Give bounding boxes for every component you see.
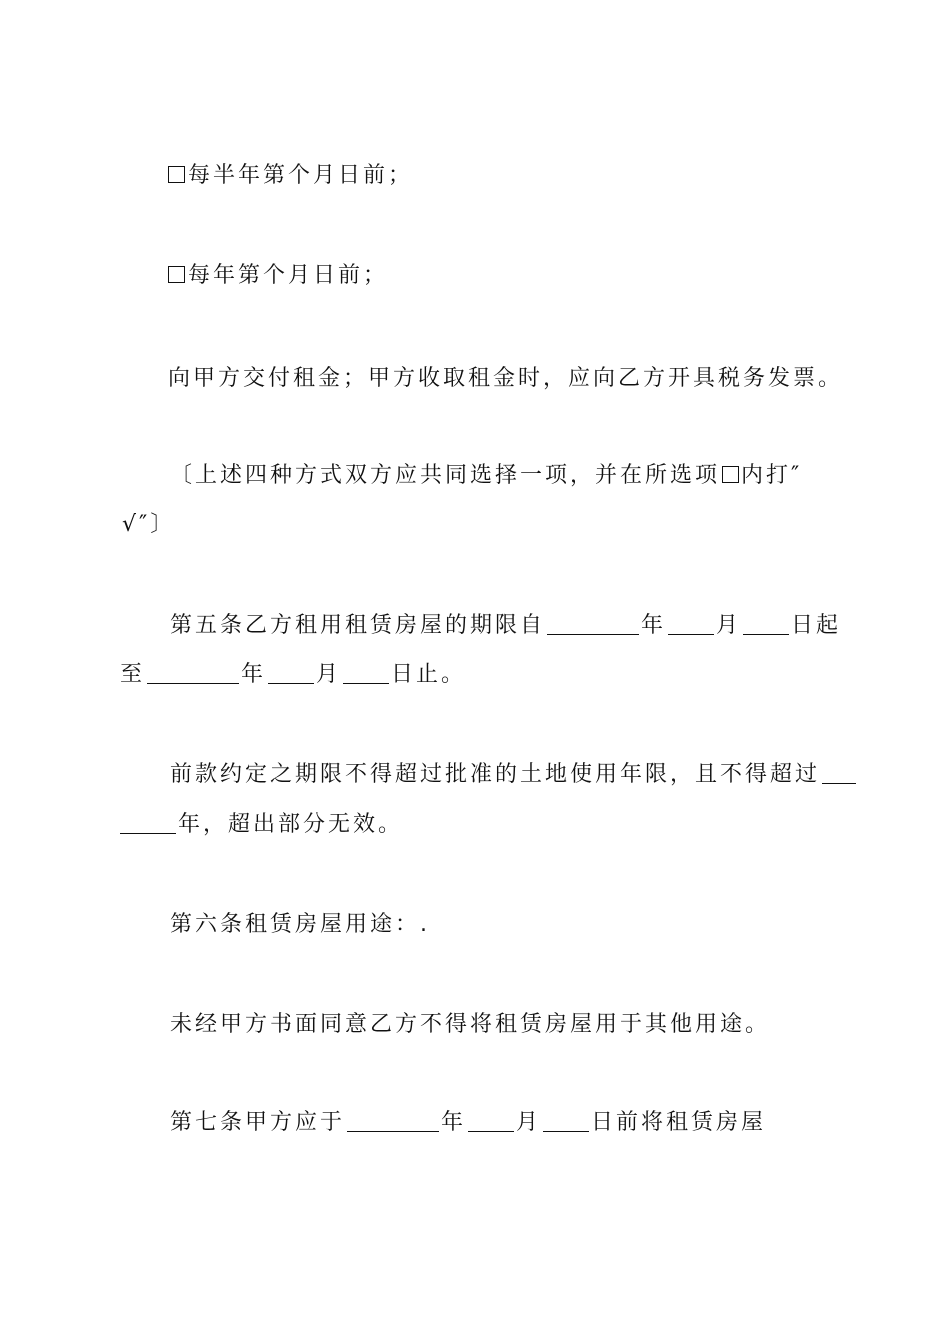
article5-end-day-blank[interactable] (343, 663, 389, 684)
note-text-before-box: 〔上述四种方式双方应共同选择一项，并在所选项 (170, 463, 721, 488)
article7-month-blank[interactable] (468, 1111, 514, 1132)
note-line-1 (170, 461, 802, 491)
option-yearly (168, 261, 388, 291)
limit-text-2: 年，超出部分无效。 (178, 812, 404, 837)
article5-day-label-2: 日止。 (391, 662, 467, 687)
note-text-after-box: 内打″ (741, 463, 803, 488)
article5-start-month-blank[interactable] (668, 614, 714, 635)
article5-start-day-blank[interactable] (743, 614, 789, 635)
article7-prefix: 第七条甲方应于 (170, 1110, 346, 1135)
checkbox-yearly[interactable] (168, 266, 185, 283)
article5-month-label-1: 月 (716, 613, 742, 638)
article5-line-2 (120, 660, 466, 690)
note-checkbox-icon (722, 466, 739, 483)
checkbox-half-year[interactable] (168, 166, 185, 183)
article5-start-year-blank[interactable] (547, 614, 639, 635)
limit-line-2 (120, 810, 403, 840)
usage-paragraph (170, 1010, 770, 1040)
limit-line-1 (170, 760, 858, 790)
limit-text-1: 前款约定之期限不得超过批准的土地使用年限，且不得超过 (170, 762, 821, 787)
option-half-year-text: 每半年第个月日前； (188, 163, 414, 188)
article7-year-label: 年 (441, 1110, 467, 1135)
note-check-mark: √″〕 (122, 512, 176, 537)
article7-year-blank[interactable] (347, 1111, 439, 1132)
article5-day-label-1: 日起 (791, 613, 842, 638)
article5-year-label-1: 年 (641, 613, 667, 638)
payment-paragraph (168, 364, 843, 394)
option-yearly-text: 每年第个月日前； (188, 263, 389, 288)
article5-year-label-2: 年 (241, 662, 267, 687)
article5-month-label-2: 月 (316, 662, 342, 687)
limit-years-blank-part1[interactable] (822, 763, 856, 784)
option-half-year (168, 161, 413, 191)
note-line-2 (122, 510, 175, 540)
article7-suffix: 日前将租赁房屋 (591, 1110, 767, 1135)
payment-text: 向甲方交付租金；甲方收取租金时，应向乙方开具税务发票。 (168, 366, 844, 391)
article7-day-blank[interactable] (543, 1111, 589, 1132)
limit-years-blank-part2[interactable] (120, 813, 176, 834)
article5-to: 至 (120, 662, 146, 687)
article5-prefix: 第五条乙方租用租赁房屋的期限自 (170, 613, 546, 638)
article5-line-1 (170, 611, 841, 641)
article6-title: 第六条租赁房屋用途：. (170, 912, 430, 937)
article7-month-label: 月 (516, 1110, 542, 1135)
article6-paragraph (170, 910, 430, 940)
article5-end-year-blank[interactable] (147, 663, 239, 684)
article7-paragraph (170, 1108, 766, 1138)
usage-text: 未经甲方书面同意乙方不得将租赁房屋用于其他用途。 (170, 1012, 771, 1037)
article5-end-month-blank[interactable] (268, 663, 314, 684)
